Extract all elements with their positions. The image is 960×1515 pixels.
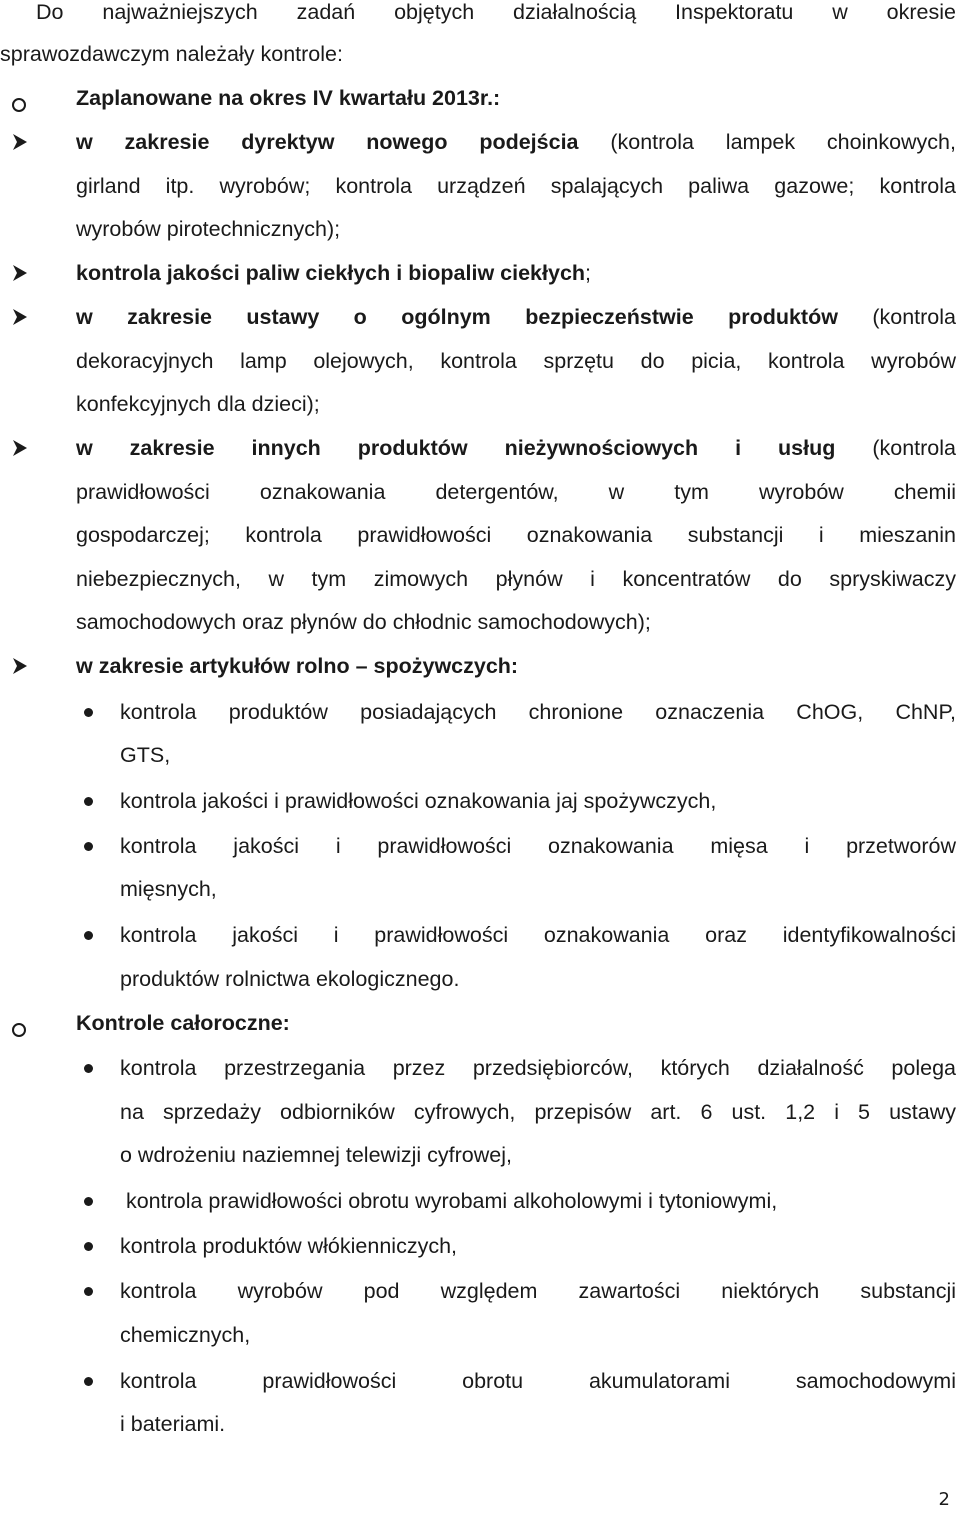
dot-bullet-icon: [84, 931, 93, 940]
planned-item-1-line-1: w zakresie dyrektyw nowego podejścia (kontrola lampek choinkowych,: [76, 130, 956, 154]
dot-bullet-icon: [84, 842, 93, 851]
page-number: 2: [938, 1489, 950, 1510]
planned-item-4-line-3: gospodarczej; kontrola prawidłowości oznakowania substancji i mieszanin: [76, 523, 956, 547]
planned-item-5-line-1: w zakresie artykułów rolno – spożywczych:: [76, 654, 519, 678]
arrowhead-bullet-icon: [12, 127, 28, 157]
yearly-heading: Kontrole całoroczne:: [76, 1011, 290, 1035]
yearly-item-5-line-2: i bateriami.: [120, 1412, 226, 1436]
agri-item-4-line-1: kontrola jakości i prawidłowości oznakowania oraz identyfikowalności: [120, 923, 956, 947]
yearly-item-4-line-2: chemicznych,: [120, 1323, 251, 1347]
dot-bullet-icon: [84, 797, 93, 806]
agri-item-4-line-2: produktów rolnictwa ekologicznego.: [120, 967, 460, 991]
planned-item-3-line-1: w zakresie ustawy o ogólnym bezpieczeństwie produktów (kontrola: [76, 305, 957, 329]
intro-line-1: Do najważniejszych zadań objętych działalnością Inspektoratu w okresie: [36, 0, 956, 24]
agri-item-3-line-2: mięsnych,: [120, 877, 217, 901]
yearly-item-2-line-1: kontrola prawidłowości obrotu wyrobami alkoholowymi i tytoniowymi,: [120, 1189, 778, 1213]
planned-item-1-line-2: girland itp. wyrobów; kontrola urządzeń spalających paliwa gazowe; kontrola: [76, 174, 956, 198]
dot-bullet-icon: [84, 1197, 93, 1206]
agri-item-1-line-2: GTS,: [120, 743, 171, 767]
yearly-item-3-line-1: kontrola produktów włókienniczych,: [120, 1234, 457, 1258]
yearly-item-1-line-2: na sprzedaży odbiorników cyfrowych, przepisów art. 6 ust. 1,2 i 5 ustawy: [120, 1100, 956, 1124]
dot-bullet-icon: [84, 708, 93, 717]
planned-item-3-line-3: konfekcyjnych dla dzieci);: [76, 392, 320, 416]
yearly-item-4-line-1: kontrola wyrobów pod względem zawartości niektórych substancji: [120, 1279, 956, 1303]
planned-item-2-line-1: kontrola jakości paliw ciekłych i biopaliw ciekłych;: [76, 261, 592, 285]
dot-bullet-icon: [84, 1064, 93, 1073]
planned-item-3-line-2: dekoracyjnych lamp olejowych, kontrola sprzętu do picia, kontrola wyrobów: [76, 349, 956, 373]
agri-item-2-line-1: kontrola jakości i prawidłowości oznakowania jaj spożywczych,: [120, 789, 717, 813]
planned-item-4-line-2: prawidłowości oznakowania detergentów, w tym wyrobów chemii: [76, 480, 956, 504]
yearly-item-1-line-3: o wdrożeniu naziemnej telewizji cyfrowej,: [120, 1143, 512, 1167]
agri-item-1-line-1: kontrola produktów posiadających chronione oznaczenia ChOG, ChNP,: [120, 700, 956, 724]
circle-bullet-icon: [12, 98, 26, 112]
agri-item-3-line-1: kontrola jakości i prawidłowości oznakowania mięsa i przetworów: [120, 834, 956, 858]
planned-item-4-line-4: niebezpiecznych, w tym zimowych płynów i koncentratów do spryskiwaczy: [76, 567, 956, 591]
yearly-item-5-line-1: kontrola prawidłowości obrotu akumulatorami samochodowymi: [120, 1369, 956, 1393]
arrowhead-bullet-icon: [12, 651, 28, 681]
planned-item-4-line-1: w zakresie innych produktów nieżywnościowych i usług (kontrola: [76, 436, 956, 460]
dot-bullet-icon: [84, 1377, 93, 1386]
intro-line-2: sprawozdawczym należały kontrole:: [0, 42, 343, 66]
arrowhead-bullet-icon: [12, 258, 28, 288]
dot-bullet-icon: [84, 1287, 93, 1296]
arrowhead-bullet-icon: [12, 302, 28, 332]
planned-item-4-line-5: samochodowych oraz płynów do chłodnic samochodowych);: [76, 610, 651, 634]
circle-bullet-icon: [12, 1023, 26, 1037]
arrowhead-bullet-icon: [12, 433, 28, 463]
planned-heading: Zaplanowane na okres IV kwartału 2013r.:: [76, 86, 501, 110]
yearly-item-1-line-1: kontrola przestrzegania przez przedsiębiorców, których działalność polega: [120, 1056, 956, 1080]
dot-bullet-icon: [84, 1242, 93, 1251]
planned-item-1-line-3: wyrobów pirotechnicznych);: [76, 217, 341, 241]
